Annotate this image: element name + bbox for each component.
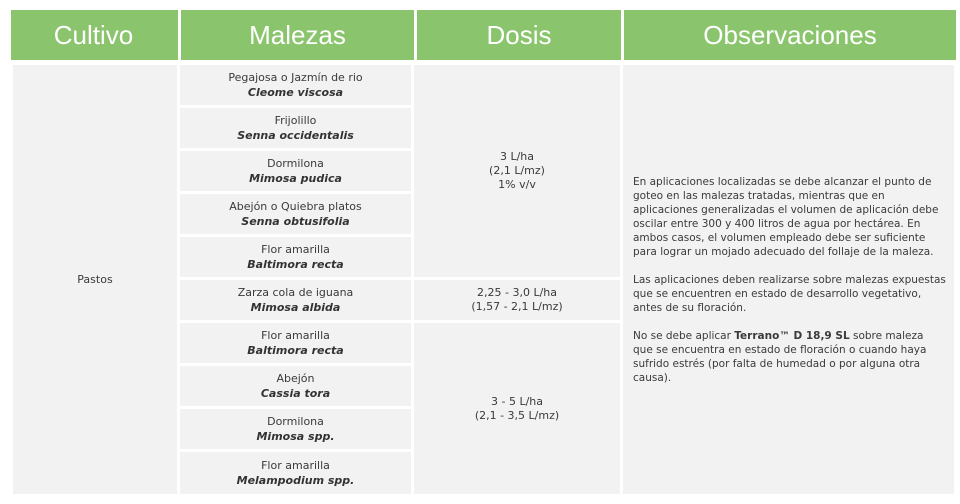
weed-scientific: Melampodium spp. [236, 474, 355, 487]
observation-text: No se debe aplicar [633, 329, 735, 342]
weed-row [180, 409, 411, 449]
weed-scientific: Baltimora recta [247, 258, 344, 271]
dose-rate-mz: (2,1 L/mz) [489, 164, 545, 177]
crop-label: Pastos [77, 273, 113, 286]
weed-common: Flor amarilla [261, 459, 330, 472]
dose-cell [414, 323, 620, 494]
observation-paragraph [633, 329, 946, 385]
header-observaciones: Observaciones [703, 19, 877, 50]
dose-rate: 3 L/ha [499, 150, 535, 163]
weed-scientific: Baltimora recta [247, 344, 344, 357]
weed-scientific: Senna obtusifolia [241, 215, 350, 228]
weed-common: Abejón o Quiebra platos [229, 200, 362, 213]
observation-text: sobre maleza que se encuentra en estado de floración o cuando haya sufrido estrés (por falta de humedad o por alguna otra causa). [633, 329, 927, 384]
weed-common: Frijolillo [274, 114, 317, 127]
weed-row [180, 366, 411, 406]
dose-concentration: 1% v/v [498, 178, 536, 191]
weed-row [180, 194, 411, 234]
observations-cell [623, 65, 954, 494]
dose-cell [414, 280, 620, 320]
weed-row [180, 280, 411, 320]
weed-common: Dormilona [267, 157, 324, 170]
weed-common: Pegajosa o Jazmín de rio [228, 71, 363, 84]
weed-row [180, 65, 411, 105]
weed-scientific: Cleome viscosa [247, 86, 344, 99]
weed-scientific: Cassia tora [260, 387, 331, 400]
weed-row [180, 452, 411, 494]
dose-rate: 2,25 - 3,0 L/ha [477, 286, 557, 299]
header-malezas: Malezas [249, 19, 346, 50]
observation-paragraph: En aplicaciones localizadas se debe alcanzar el punto de goteo en las malezas tratadas, mientras que en aplicaciones generalizadas el volumen de aplicación debe oscilar entre 300 y 400 litros de agua por hectárea. En ambos casos, el volumen empleado debe ser suficiente para lograr un mojado adecuado del follaje de la maleza. [633, 175, 939, 258]
weed-scientific: Mimosa albida [250, 301, 341, 314]
observation-paragraph: Las aplicaciones deben realizarse sobre malezas expuestas que se encuentren en estado de desarrollo vegetativo, antes de su floración. [633, 273, 946, 314]
weed-common: Abejón [276, 372, 315, 385]
weed-scientific: Senna occidentalis [237, 129, 354, 142]
weed-common: Flor amarilla [261, 329, 330, 342]
weed-row [180, 108, 411, 148]
dose-rate: 3 - 5 L/ha [490, 394, 543, 408]
weed-scientific: Mimosa pudica [249, 172, 342, 185]
table-header [11, 10, 956, 60]
product-name: Terrano™ D 18,9 SL [734, 329, 850, 342]
dose-cell [414, 65, 620, 277]
weed-common: Flor amarilla [261, 243, 330, 256]
crop-cell [13, 65, 177, 494]
dose-rate-mz: (2,1 - 3,5 L/mz) [474, 408, 560, 422]
weed-row [180, 151, 411, 191]
weed-common: Dormilona [267, 415, 324, 428]
header-dosis: Dosis [486, 19, 552, 50]
dose-rate-mz: (1,57 - 2,1 L/mz) [471, 300, 563, 313]
weed-common: Zarza cola de iguana [237, 286, 354, 299]
weed-scientific: Mimosa spp. [256, 430, 335, 443]
weed-row [180, 323, 411, 363]
header-cultivo: Cultivo [53, 19, 134, 50]
weed-row [180, 237, 411, 277]
